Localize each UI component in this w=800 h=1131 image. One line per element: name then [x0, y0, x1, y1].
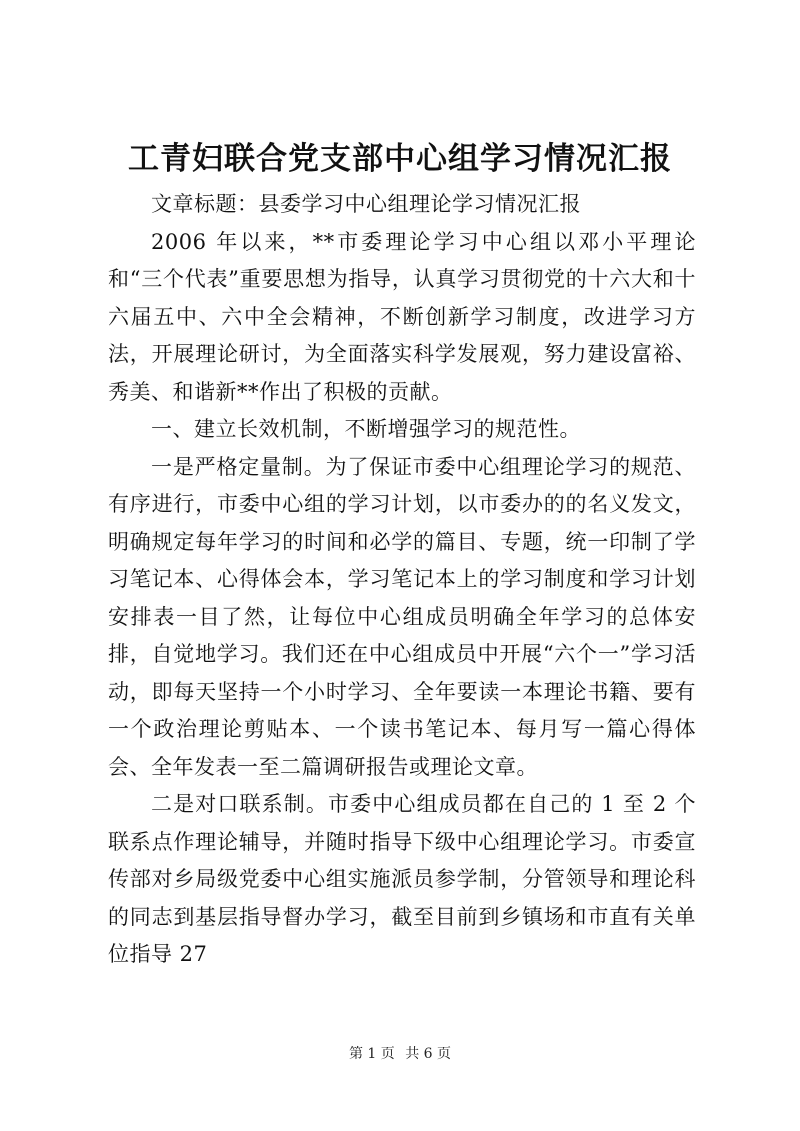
page-footer: [0, 1044, 800, 1064]
article-subtitle-paragraph: 文章标题：县委学习中心组理论学习情况汇报: [151, 192, 582, 216]
section-heading-paragraph: 一、建立长效机制，不断增强学习的规范性。: [151, 417, 582, 441]
body-paragraph: 二是对口联系制。市委中心组成员都在自己的 1 至 2 个联系点作理论辅导，并随时指导下级中心组理论学习。市委宣传部对乡局级党委中心组实施派员参学制，分管领导和理论科的同志到基层指导督办学习，截至目前到乡镇场和市直有关单位指导 27: [108, 792, 696, 966]
page-total: 共 6 页: [405, 1046, 452, 1062]
body-paragraph: 一是严格定量制。为了保证市委中心组理论学习的规范、有序进行，市委中心组的学习计划，以市委办的的名义发文，明确规定每年学习的时间和必学的篇目、专题，统一印制了学习笔记本、心得体会本，学习笔记本上的学习制度和学习计划安排表一目了然，让每位中心组成员明确全年学习的总体安排，自觉地学习。我们还在中心组成员中开展“六个一”学习活动，即每天坚持一个小时学习、全年要读一本理论书籍、要有一个政治理论剪贴本、一个读书笔记本、每月写一篇心得体会、全年发表一至二篇调研报告或理论文章。: [108, 454, 696, 779]
document-title: 工青妇联合党支部中心组学习情况汇报: [128, 141, 672, 177]
document-body: [108, 186, 696, 974]
page-number: 第 1 页: [348, 1046, 395, 1062]
intro-paragraph: 2006 年以来，**市委理论学习中心组以邓小平理论和“三个代表”重要思想为指导，认真学习贯彻党的十六大和十六届五中、六中全会精神，不断创新学习制度，改进学习方法，开展理论研讨，为全面落实科学发展观，努力建设富裕、秀美、和谐新**作出了积极的贡献。: [108, 229, 696, 404]
